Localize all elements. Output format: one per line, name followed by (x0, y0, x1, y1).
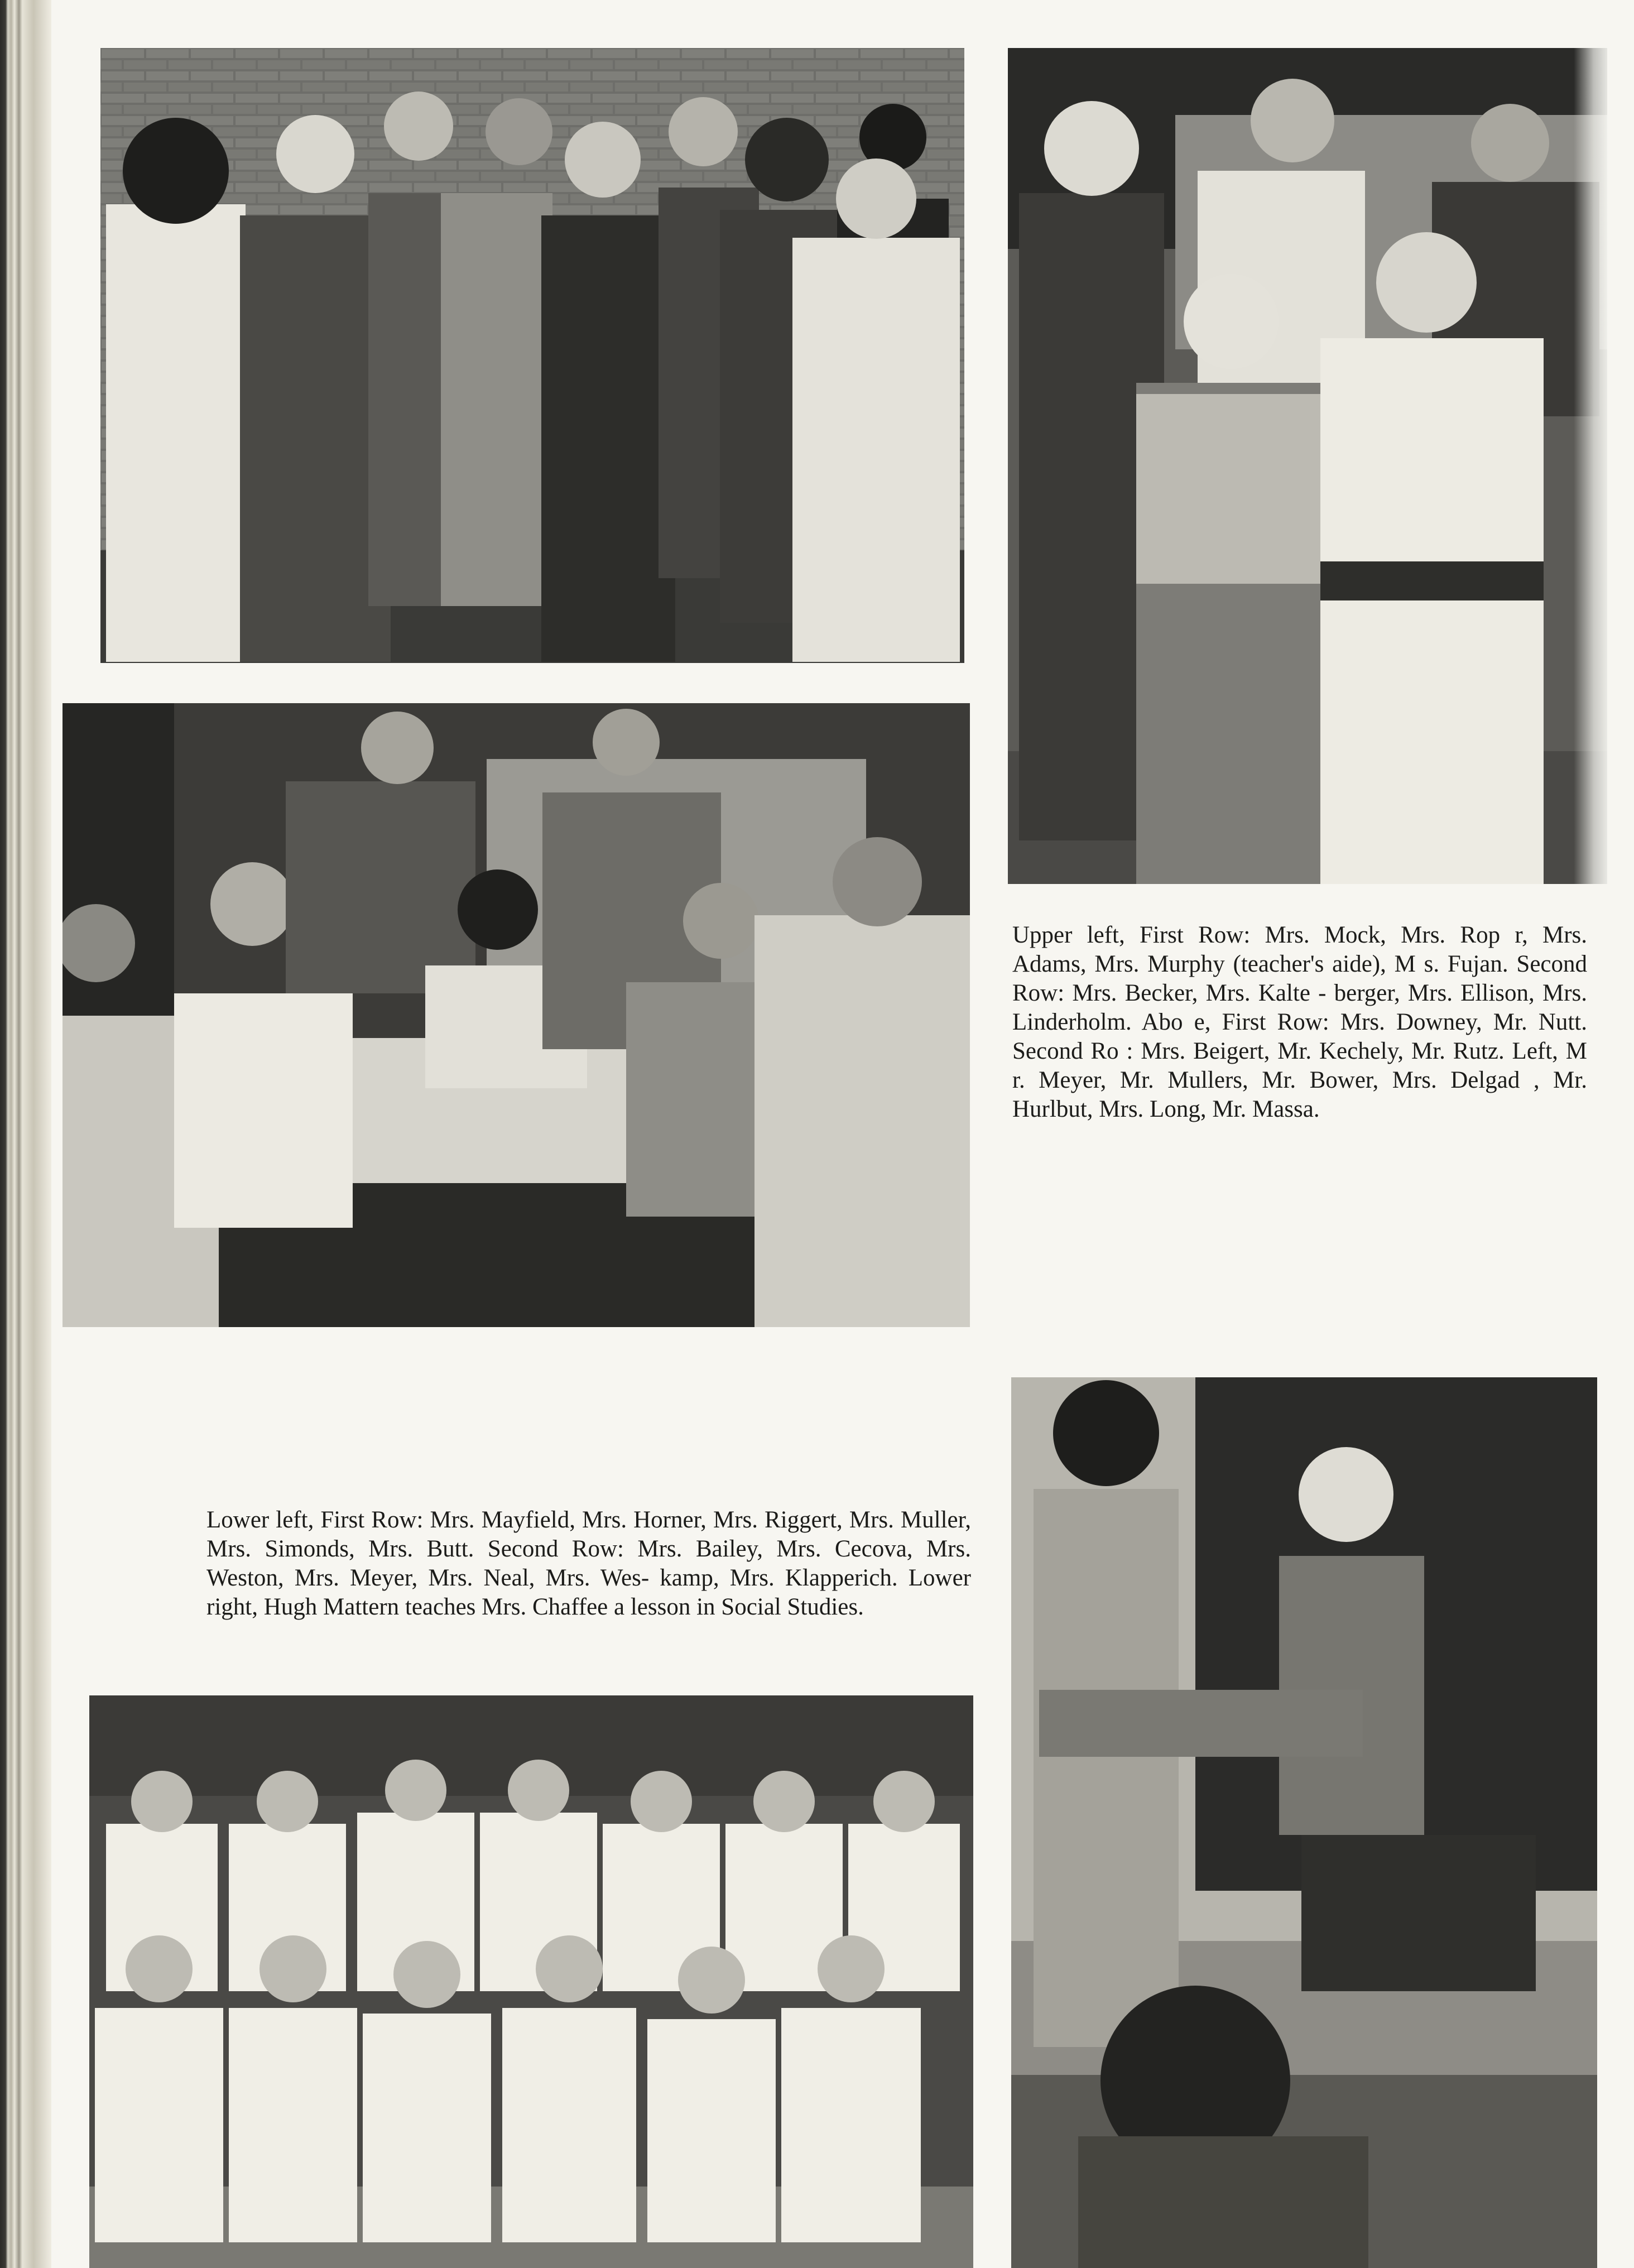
caption-lower-staff-names: Lower left, First Row: Mrs. Mayfield, Mrs. Horner, Mrs. Riggert, Mrs. Muller, Mrs. Simonds, Mrs. Butt. Second Row: Mrs. Bailey, Mrs. Cecova, Mrs. Weston, Mrs. Meyer, Mrs. Neal, Mrs. Wes- kamp, Mrs. Klapperich. Lower right, Hugh Mattern teaches Mrs. Chaffee a lesson in Social Studies. (206, 1507, 971, 1620)
page-binding-edge (0, 0, 51, 2268)
photo-edge-shadow (1574, 48, 1607, 884)
photo-teachers-group-upper-left (100, 48, 964, 663)
photo-teachers-group-image (100, 48, 964, 663)
photo-staff-group-upper-right (1008, 48, 1607, 884)
photo-custodians-image (63, 703, 970, 1327)
photo-social-studies-lesson (1011, 1377, 1597, 2268)
photo-custodians-table (63, 703, 970, 1327)
photo-kitchen-staff-image (89, 1695, 973, 2268)
photo-kitchen-staff-group (89, 1695, 973, 2268)
caption-upper-staff-names: Upper left, First Row: Mrs. Mock, Mrs. Rop r, Mrs. Adams, Mrs. Murphy (teacher's aide), M s. Fujan. Second Row: Mrs. Becker, Mrs. Kalte - berger, Mrs. Ellison, Mrs. Linderholm. Abo e, First Row: Mrs. Downey, Mr. Nutt. Second Ro : Mrs. Beigert, Mr. Kechely, Mr. Rutz. Left, M r. Meyer, Mr. Mullers, Mr. Bower, Mrs. Delgad , Mr. Hurlbut, Mrs. Long, Mr. Massa. (1012, 922, 1587, 1122)
photo-lesson-image (1011, 1377, 1597, 2268)
photo-staff-group-image (1008, 48, 1607, 884)
